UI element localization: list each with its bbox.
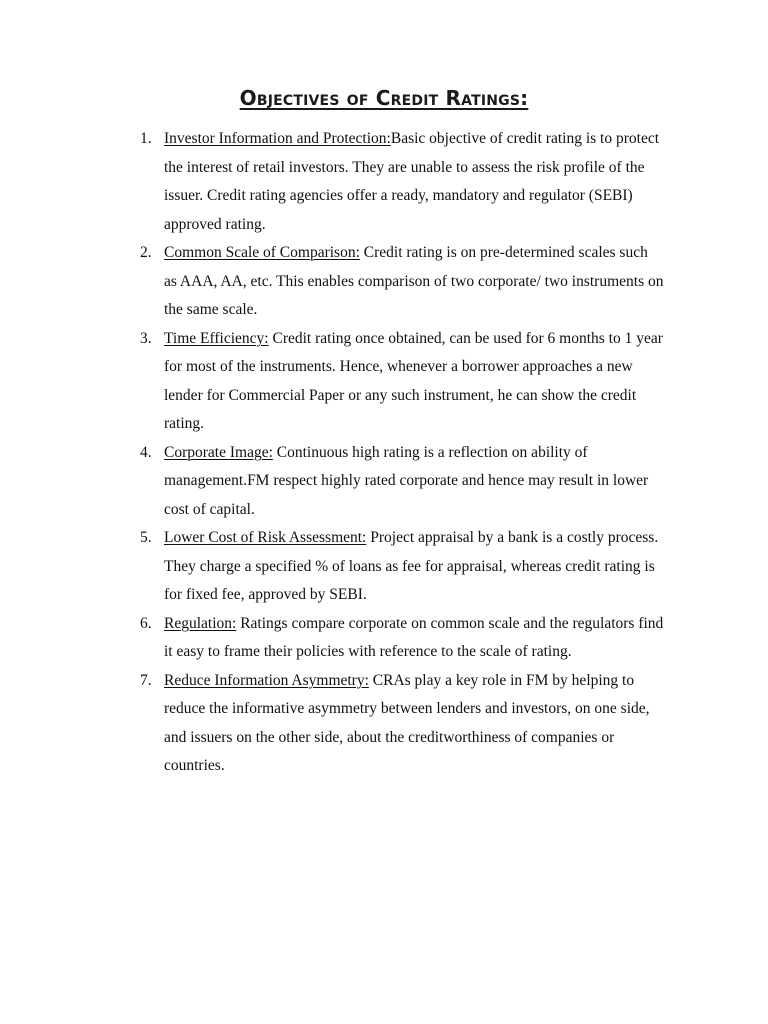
list-item xyxy=(0,125,664,239)
list-item xyxy=(0,439,664,525)
page-title xyxy=(0,86,768,110)
list-item-body: Credit rating once obtained, can be used for 6 months to 1 year for most of the instruments. Hence, whenever a borrower approaches a new lender for Commercial Paper or any such instrument, he can show the credit rating. xyxy=(164,329,663,432)
list-item-heading: Investor Information and Protection: xyxy=(164,130,391,147)
list-item-body: Ratings compare corporate on common scale and the regulators find it easy to frame their policies with reference to the scale of rating. xyxy=(164,614,664,660)
list-item-body: Basic objective of credit rating is to protect the interest of retail investors. They are unable to assess the risk profile of the issuer. Credit rating agencies offer a ready, mandatory and regulator (SEBI) approved rating. xyxy=(164,130,660,233)
list-item-heading: Lower Cost of Risk Assessment: xyxy=(164,529,367,546)
list-item-number: 2. xyxy=(140,244,152,261)
list-item-heading: Time Efficiency: xyxy=(164,329,269,347)
list-item-heading: Corporate Image: xyxy=(164,443,273,461)
list-item-number: 4. xyxy=(140,443,152,461)
list-item xyxy=(0,667,664,781)
list-item-body: CRAs play a key role in FM by helping to reduce the informative asymmetry between lenders and investors, on one side, and issuers on the other side, about the creditworthiness of companies or countries. xyxy=(164,671,650,774)
list-item-number: 3. xyxy=(140,329,152,347)
objectives-list xyxy=(0,125,768,781)
list-item-heading: Reduce Information Asymmetry: xyxy=(164,671,369,689)
list-item xyxy=(0,610,664,667)
list-item-number: 6. xyxy=(140,614,152,632)
list-item-heading: Common Scale of Comparison: xyxy=(164,244,360,261)
list-item xyxy=(0,524,664,610)
list-item-body: Credit rating is on pre-determined scales such as AAA, AA, etc. This enables comparison of two corporate/ two instruments on the same scale. xyxy=(164,244,664,318)
list-item-number: 7. xyxy=(140,671,152,689)
list-item-body: Continuous high rating is a reflection on ability of management.FM respect highly rated corporate and hence may result in lower cost of capital. xyxy=(164,443,649,518)
list-item xyxy=(0,239,664,325)
list-item-heading: Regulation: xyxy=(164,614,237,632)
list-item-number: 5. xyxy=(140,529,152,546)
list-item-number: 1. xyxy=(140,130,152,147)
list-item xyxy=(0,325,664,439)
page-title-text: Objectives of Credit Ratings: xyxy=(239,86,529,110)
list-item-body: Project appraisal by a bank is a costly process. They charge a specified % of loans as fee for appraisal, whereas credit rating is for fixed fee, approved by SEBI. xyxy=(164,529,659,603)
